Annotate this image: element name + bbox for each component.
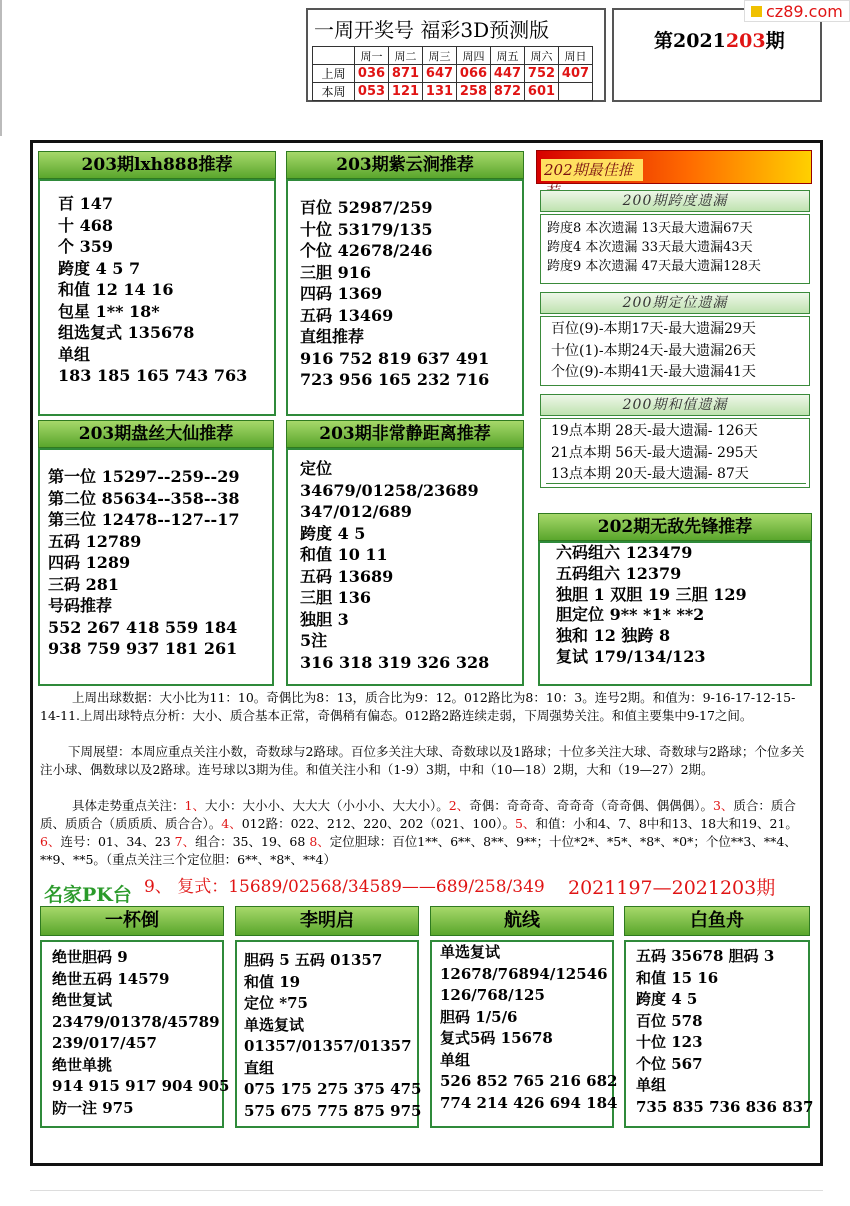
draw-number: 053 xyxy=(355,83,389,101)
list-item: 独胆 1 双胆 19 三胆 129 xyxy=(556,584,747,604)
list-item: 单选复试 xyxy=(244,1015,305,1034)
draw-number: 258 xyxy=(457,83,491,101)
list-item: 独胆 3 xyxy=(300,609,349,629)
list-item: 552 267 418 559 184 xyxy=(48,617,238,637)
list-item: 跨度 4 5 xyxy=(636,990,698,1008)
pk-name: 李明启 xyxy=(235,906,419,936)
list-item: 百位 52987/259 xyxy=(300,198,433,217)
list-item: 绝世复试 xyxy=(52,991,113,1009)
list-item: 百 147 xyxy=(58,194,113,213)
table-row xyxy=(313,65,593,83)
list-item: 19点本期 28天-最大遗漏- 126天 xyxy=(551,423,758,439)
row-label: 本周 xyxy=(313,83,355,101)
list-item: 百位(9)-本期17天-最大遗漏29天 xyxy=(551,321,756,337)
list-item: 定位 xyxy=(300,459,333,478)
day-label: 周五 xyxy=(491,47,525,65)
list-item: 跨度4 本次遗漏 33天最大遗漏43天 xyxy=(547,240,753,255)
list-item: 五码 35678 胆码 3 xyxy=(636,947,775,965)
panel-lines xyxy=(288,181,522,391)
list-item: 五码 13689 xyxy=(300,566,394,586)
panel-title: 203期lxh888推荐 xyxy=(38,151,276,179)
recommend-panel-feichang xyxy=(286,448,524,686)
list-item: 包星 1** 18* xyxy=(58,301,160,321)
list-item: 五码组六 12379 xyxy=(556,563,682,583)
draw-number: 407 xyxy=(559,65,593,83)
weekly-draw-title: 一周开奖号 福彩3D预测版 xyxy=(314,18,550,42)
panel-lines xyxy=(540,543,810,668)
list-item: 防一注 975 xyxy=(52,1098,134,1117)
pk-panel-baiyuzhou xyxy=(624,940,814,1128)
pk-name: 一杯倒 xyxy=(40,906,224,936)
list-item: 126/768/125 xyxy=(440,986,545,1004)
list-item: 三码 281 xyxy=(48,574,119,594)
panel-lines xyxy=(432,942,618,1114)
draw-number: 872 xyxy=(491,83,525,101)
list-item: 575 675 775 875 975 xyxy=(244,1101,422,1120)
draw-number: 066 xyxy=(457,65,491,83)
list-item: 胆定位 9** *1* **2 xyxy=(556,605,705,625)
trend-focus: 具体走势重点关注：1、大小：大小小、大大大（小小小、大大小）。2、奇偶：奇奇奇、奇奇奇（奇奇偶、偶偶偶）。3、质合：质合质、质质合（质质质、质合合）。4、012路：022、212、220、202（021、100）。5、和值：小和4、7、8中和13、18大和19、21。6、连号：01、34、23 7、组合：35、19、68 8、定位胆球：百位1**、6**、8**、9**；十位*2*、*5*、*8*、*0*；个位**3、**4、**9、**5。（重点关注三个定位胆：6**、*8*、**4） xyxy=(40,798,798,867)
pk-panel-hangxian xyxy=(430,940,618,1128)
list-item: 735 835 736 836 837 xyxy=(636,1097,814,1116)
list-item: 938 759 937 181 261 xyxy=(48,639,238,658)
list-item: 十位(1)-本期24天-最大遗漏26天 xyxy=(551,342,756,359)
list-item: 跨度 4 5 xyxy=(300,523,366,543)
list-item: 12678/76894/12546 xyxy=(440,964,608,983)
issue-number: 第2021203期 xyxy=(654,30,785,52)
list-item: 和值 10 11 xyxy=(300,545,388,564)
issue-box xyxy=(612,8,822,102)
draw-number xyxy=(559,83,593,101)
list-item: 和值 12 14 16 xyxy=(58,280,174,299)
pk-panel-yibeidao xyxy=(40,940,230,1128)
table-row xyxy=(313,83,593,101)
draw-number: 752 xyxy=(525,65,559,83)
draw-number: 036 xyxy=(355,65,389,83)
list-item: 五码 12789 xyxy=(48,531,142,551)
day-label: 周一 xyxy=(355,47,389,65)
list-item: 239/017/457 xyxy=(52,1034,157,1052)
list-item: 复试 179/134/123 xyxy=(556,646,706,666)
list-item: 直组 xyxy=(244,1058,275,1077)
list-item: 复式5码 15678 xyxy=(440,1029,553,1047)
list-item: 单选复试 xyxy=(440,943,501,961)
row-label: 上周 xyxy=(313,65,355,83)
list-item: 绝世五码 14579 xyxy=(52,969,170,988)
list-item: 个位 42678/246 xyxy=(300,241,433,260)
list-item: 34679/01258/23689 xyxy=(300,480,479,500)
list-item: 跨度8 本次遗漏 13天最大遗漏67天 xyxy=(547,221,753,236)
logo-square-icon xyxy=(751,6,762,17)
panel-lines xyxy=(42,942,230,1119)
list-item: 723 956 165 232 716 xyxy=(300,370,490,389)
list-item: 916 752 819 637 491 xyxy=(300,348,490,368)
list-item: 个位(9)-本期41天-最大遗漏41天 xyxy=(551,364,756,380)
list-item: 三胆 136 xyxy=(300,588,371,607)
recommend-panel-wudi xyxy=(538,541,812,686)
recommend-panel-ziyunjian xyxy=(286,179,524,416)
sum-omission-panel xyxy=(540,418,810,488)
list-item: 21点本期 56天-最大遗漏- 295天 xyxy=(551,444,758,461)
list-item: 单组 xyxy=(636,1076,667,1094)
list-item: 五码 13469 xyxy=(300,305,394,325)
list-item: 单组 xyxy=(440,1050,471,1069)
list-item: 百位 578 xyxy=(636,1011,703,1030)
bottom-rule xyxy=(30,1190,823,1191)
list-item: 914 915 917 904 905 xyxy=(52,1077,230,1095)
list-item: 胆码 5 五码 01357 xyxy=(244,951,383,969)
next-week-outlook: 下周展望：本周应重点关注小数，奇数球与2路球。百位多关注大球、奇数球以及1路球；十位多关注大球、奇数球与2路球；个位多关注小球、偶数球以及2路球。连号球以3期为佳。和值关注小和（1-9）3期，中和（10—18）2期，大和（19—27）2期。 xyxy=(40,744,805,777)
day-label: 周日 xyxy=(559,47,593,65)
draw-number: 447 xyxy=(491,65,525,83)
list-item: 直组推荐 xyxy=(300,327,365,346)
list-item: 075 175 275 375 475 xyxy=(244,1080,422,1098)
list-item: 绝世胆码 9 xyxy=(52,948,128,966)
draw-number: 601 xyxy=(525,83,559,101)
sum-omission-title: 200期和值遗漏 xyxy=(540,394,810,416)
panel-lines xyxy=(237,942,422,1122)
list-item: 定位 *75 xyxy=(244,994,308,1012)
list-item: 十位 53179/135 xyxy=(300,219,433,239)
panel-lines xyxy=(40,181,274,387)
day-label: 周六 xyxy=(525,47,559,65)
table-row xyxy=(313,47,593,65)
list-item: 单组 xyxy=(58,344,91,364)
list-item: 跨度 4 5 7 xyxy=(58,258,141,278)
list-item: 01357/01357/01357 xyxy=(244,1037,412,1055)
span-omission-panel xyxy=(540,214,810,284)
list-item: 第三位 12478--127--17 xyxy=(48,510,240,529)
list-item: 胆码 1/5/6 xyxy=(440,1007,518,1026)
list-item: 跨度9 本次遗漏 47天最大遗漏128天 xyxy=(547,259,761,274)
draw-number: 131 xyxy=(423,83,457,101)
list-item: 组选复式 135678 xyxy=(58,323,195,342)
list-item: 和值 15 16 xyxy=(636,968,719,987)
list-item: 四码 1369 xyxy=(300,284,383,303)
list-item: 个 359 xyxy=(58,237,113,256)
day-label: 周三 xyxy=(423,47,457,65)
draw-number: 871 xyxy=(389,65,423,83)
pk-fushi: 9、 复式：15689/02568/34589——689/258/349 xyxy=(144,877,545,897)
draw-number: 647 xyxy=(423,65,457,83)
pk-panel-limingqi xyxy=(235,940,422,1128)
left-rule xyxy=(0,0,2,136)
pk-issue-range: 2021197—2021203期 xyxy=(568,877,776,899)
pk-name: 白鱼舟 xyxy=(624,906,810,936)
site-logo[interactable]: cz89.com xyxy=(744,0,850,22)
panel-lines xyxy=(40,450,272,660)
list-item: 十 468 xyxy=(58,215,113,235)
last-week-analysis: 上周出球数据：大小比为11：10。奇偶比为8：13，质合比为9：12。012路比为8：10：3。连号2期。和值为：9-16-17-12-15-14-11.上周出球特点分析：大小、质合基本正常，奇偶稍有偏态。012路2路连续走弱，下周强势关注。和值主要集中9-17之间。 xyxy=(40,690,796,723)
panel-title: 203期非常静距离推荐 xyxy=(286,420,524,448)
list-item: 23479/01378/45789 xyxy=(52,1012,220,1031)
list-item: 个位 567 xyxy=(636,1054,703,1073)
list-item: 183 185 165 743 763 xyxy=(58,366,248,385)
position-omission-panel xyxy=(540,316,810,386)
list-item: 十位 123 xyxy=(636,1033,703,1051)
list-item: 347/012/689 xyxy=(300,502,412,521)
divider xyxy=(546,483,806,484)
pk-title: 名家PK台 xyxy=(44,884,132,906)
draw-number: 121 xyxy=(389,83,423,101)
position-omission-title: 200期定位遗漏 xyxy=(540,292,810,314)
list-item: 774 214 426 694 184 xyxy=(440,1093,618,1112)
panel-title: 203期盘丝大仙推荐 xyxy=(38,420,274,448)
list-item: 独和 12 独跨 8 xyxy=(556,626,671,646)
panel-lines xyxy=(288,450,522,673)
list-item: 13点本期 20天-最大遗漏- 87天 xyxy=(551,466,749,482)
panel-lines xyxy=(541,317,809,384)
day-label: 周四 xyxy=(457,47,491,65)
list-item: 绝世单挑 xyxy=(52,1055,113,1074)
recommend-panel-lxh888 xyxy=(38,179,276,416)
recommend-panel-pansi xyxy=(38,448,274,686)
pk-name: 航线 xyxy=(430,906,614,936)
list-item: 六码组六 123479 xyxy=(556,543,693,562)
panel-lines xyxy=(541,419,809,486)
panel-title: 202期无敌先锋推荐 xyxy=(538,513,812,541)
list-item: 和值 19 xyxy=(244,972,301,991)
list-item: 第一位 15297--259--29 xyxy=(48,467,240,486)
list-item: 316 318 319 326 328 xyxy=(300,652,490,672)
day-label: 周二 xyxy=(389,47,423,65)
list-item: 四码 1289 xyxy=(48,553,131,572)
list-item: 三胆 916 xyxy=(300,262,371,282)
best-recommend-banner: 202期最佳推 xyxy=(536,150,812,184)
list-item: 号码推荐 xyxy=(48,596,113,615)
list-item: 5注 xyxy=(300,631,328,650)
list-item: 526 852 765 216 682 xyxy=(440,1072,618,1090)
list-item: 第二位 85634--358--38 xyxy=(48,488,240,508)
weekly-draw-table xyxy=(312,46,593,101)
panel-lines xyxy=(626,942,814,1118)
panel-lines xyxy=(541,215,809,276)
panel-title: 203期紫云涧推荐 xyxy=(286,151,524,179)
span-omission-title: 200期跨度遗漏 xyxy=(540,190,810,212)
